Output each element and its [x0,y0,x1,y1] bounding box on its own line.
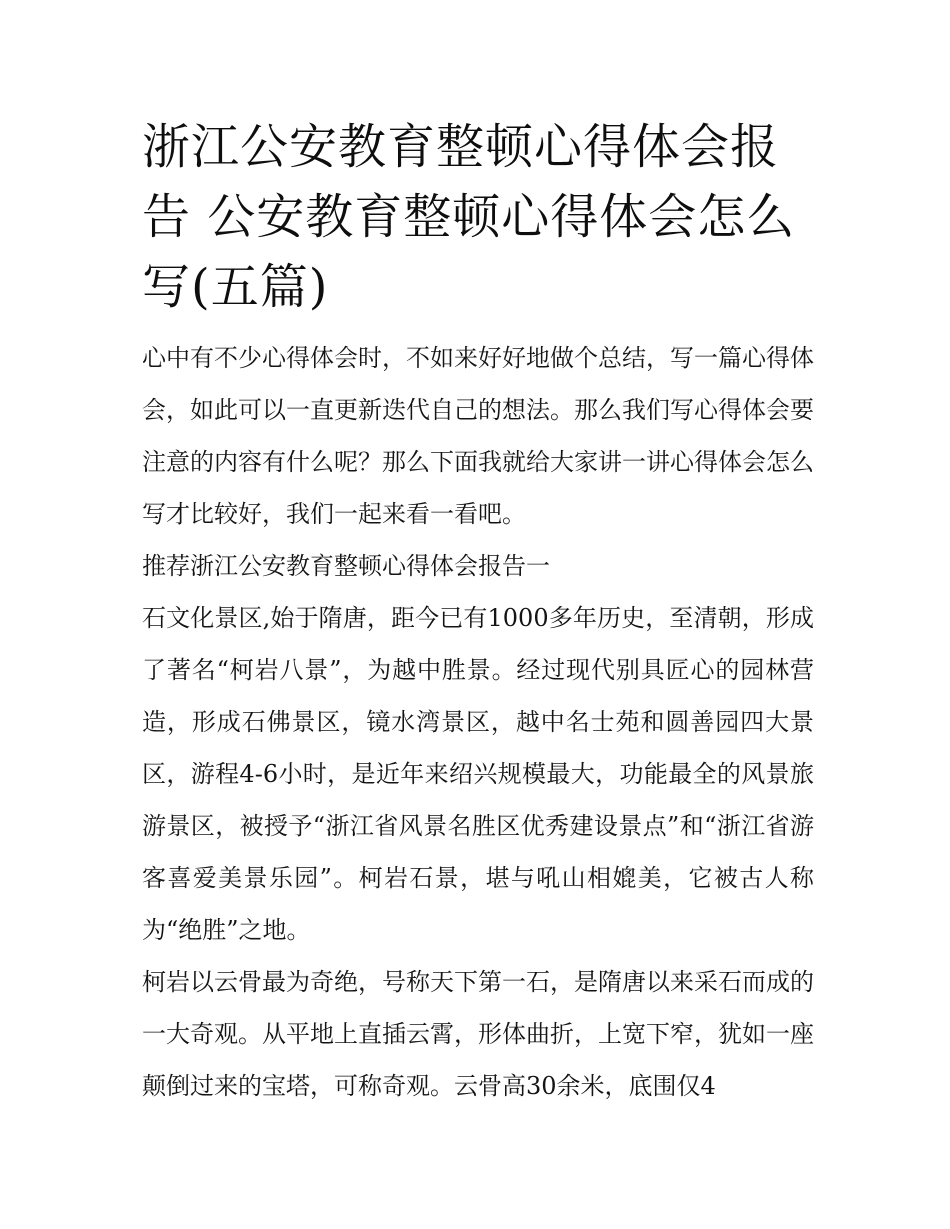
document-page [142,112,814,1112]
section-heading: 推荐浙江公安教育整顿心得体会报告一 [142,552,550,580]
body-paragraph-2: 柯岩以云骨最为奇绝，号称天下第一石，是隋唐以来采石而成的一大奇观。从平地上直插云霄，形体曲折，上宽下窄，犹如一座颠倒过来的宝塔，可称奇观。云骨高30余米，底围仅4 [142,968,814,1100]
body-paragraph-1: 石文化景区,始于隋唐，距今已有1000多年历史，至清朝，形成了著名“柯岩八景”，为越中胜景。经过现代别具匠心的园林营造，形成石佛景区，镜水湾景区，越中名士苑和圆善园四大景区，游程4-6小时，是近年来绍兴规模最大，功能最全的风景旅游景区，被授予“浙江省风景名胜区优秀建设景点”和“浙江省游客喜爱美景乐园”。柯岩石景，堪与吼山相媲美，它被古人称为“绝胜”之地。 [142,604,814,944]
intro-paragraph: 心中有不少心得体会时，不如来好好地做个总结，写一篇心得体会，如此可以一直更新迭代自己的想法。那么我们写心得体会要注意的内容有什么呢？那么下面我就给大家讲一讲心得体会怎么写才比较好，我们一起来看一看吧。 [142,344,814,528]
document-title: 浙江公安教育整顿心得体会报告 公安教育整顿心得体会怎么写(五篇) [142,119,796,315]
